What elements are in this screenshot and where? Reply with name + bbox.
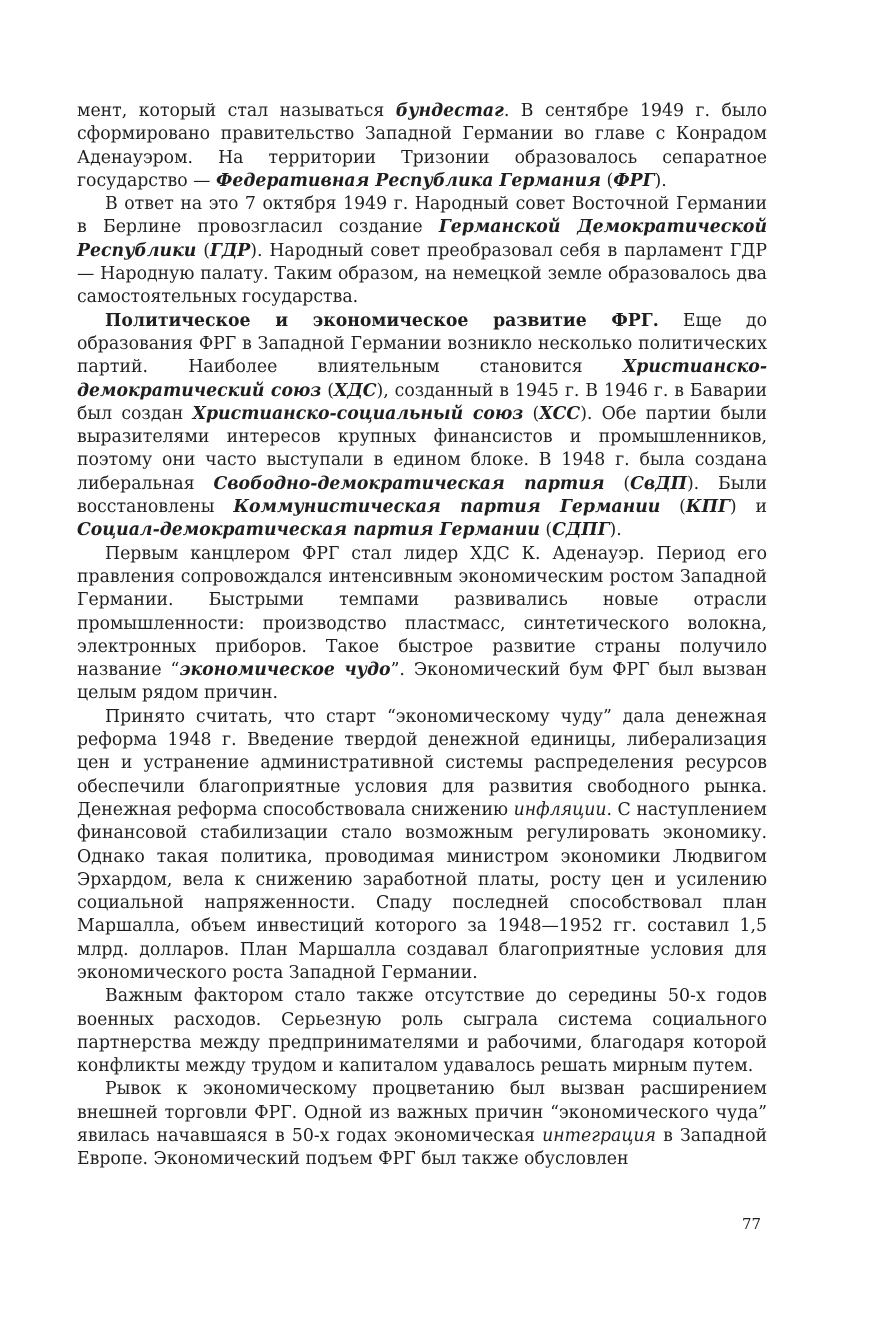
paragraph <box>77 310 767 543</box>
text: ( <box>600 170 614 191</box>
term-abbr: ГДР <box>209 240 251 261</box>
text: ). <box>654 170 667 191</box>
text: ). Были восстановлены <box>77 473 767 518</box>
paragraph <box>77 100 767 193</box>
text: ( <box>196 240 210 261</box>
text: мент, который стал называться <box>77 101 396 121</box>
paragraph <box>77 706 767 986</box>
paragraph <box>77 193 767 309</box>
text: Рывок к экономическому процветанию был вызван расширением внешней торговли ФРГ. Одной из важных причин “экономического чуда” явилась начавшаяся в 50-х годах экономическая <box>77 1079 767 1147</box>
text: . В сентябре 1949 г. было сформировано правительство Западной Германии во главе с Конрадом Аденауэром. На территории Тризонии образовалось сепаратное государство — <box>77 101 767 191</box>
text: ). Народный совет преобразовал себя в парламент ГДР — Народную палату. Таким образом, на немецкой земле образовалось два самостоятельных государства. <box>77 240 767 308</box>
term-csu: Христианско-социальный союз <box>192 403 524 424</box>
term-abbr: СвДП <box>630 473 687 494</box>
text: Еще до образования ФРГ в Западной Германии возникло несколько политических партий. Наиболее влиятельным становится <box>77 310 767 378</box>
keyword-inflation: инфляции <box>513 799 607 820</box>
text: Принято считать, что старт “экономическому чуду” дала денежная реформа 1948 г. Введение твердой денежной единицы, либерализация цен и устранение административной системы распределения ресурсов обеспечили благоприятные условия для развития свободного рынка. Денежная реформа способствовала снижению <box>77 706 767 820</box>
keyword-integration: интеграция <box>542 1126 656 1147</box>
text: В ответ на это 7 октября 1949 г. Народный совет Восточной Германии в Берлине провозгласил создание <box>77 194 767 238</box>
term-gdr: Германской Демократической Республики <box>77 217 768 261</box>
text: ) и <box>729 497 767 518</box>
term-cdu: Христианско-демократический союз <box>77 357 767 401</box>
text: ( <box>604 473 631 494</box>
text: в Западной Европе. Экономический подъем ФРГ был также обусловлен <box>77 1126 767 1170</box>
term-economic-miracle: экономическое чудо <box>179 660 391 681</box>
paragraph <box>77 543 767 706</box>
text: ( <box>660 497 686 518</box>
term-abbr: СДПГ <box>552 520 610 541</box>
term-spd: Социал-демократическая партия Германии <box>77 520 540 541</box>
term-abbr: КПГ <box>685 497 730 518</box>
term-kpd: Коммунистическая партия Германии <box>233 497 661 518</box>
text: Первым канцлером ФРГ стал лидер ХДС К. Аденауэр. Период его правления сопровождался интенсивным экономическим ростом Западной Германии. Быстрыми темпами развивались новые отрасли промышленности: производство пластмасс, синтетического волокна, электронных приборов. Такое быстрое развитие страны получило название “ <box>77 543 767 681</box>
term-frg: Федеративная Республика Германия <box>215 170 601 191</box>
paragraph <box>77 985 767 1078</box>
page-body <box>77 100 767 1172</box>
text: ( <box>523 403 540 424</box>
term-abbr: ХДС <box>333 380 377 401</box>
paragraph <box>77 1078 767 1171</box>
text: ), созданный в 1945 г. В 1946 г. в Баварии был создан <box>77 380 767 424</box>
term-abbr: ХСС <box>539 403 581 424</box>
text: . С наступлением финансовой стабилизации стало возможным регулировать экономику. Однако такая политика, проводимая министром экономики Людвигом Эрхардом, вела к снижению заработной платы, росту цен и усилению социальной напряженности. Спаду последней способствовал план Маршалла, объем инвестиций которого за 1948—1952 гг. составил 1,5 млрд. долларов. План Маршалла создавал благоприятные условия для экономического роста Западной Германии. <box>77 799 768 983</box>
term-abbr: ФРГ <box>613 170 655 191</box>
text: ). <box>609 520 622 541</box>
page-number: 77 <box>742 1215 762 1233</box>
text: ”. Экономический бум ФРГ был вызван целым рядом причин. <box>77 660 768 704</box>
text: ( <box>321 380 334 401</box>
term-fdp: Свободно-демократическая партия <box>213 473 605 494</box>
text: ( <box>539 520 553 541</box>
text: ). Обе партии были выразителями интересов крупных финансистов и промышленников, поэтому они часто выступали в едином блоке. В 1948 г. была создана либеральная <box>77 403 767 494</box>
text: Важным фактором стало также отсутствие до середины 50-х годов военных расходов. Серьезную роль сыграла система социального партнерства между предпринимателями и рабочими, благодаря которой конфликты между трудом и капиталом удавалось решать мирным путем. <box>77 986 767 1077</box>
section-heading: Политическое и экономическое развитие ФРГ. <box>105 310 659 331</box>
term-bundestag: бундестаг <box>395 101 504 121</box>
